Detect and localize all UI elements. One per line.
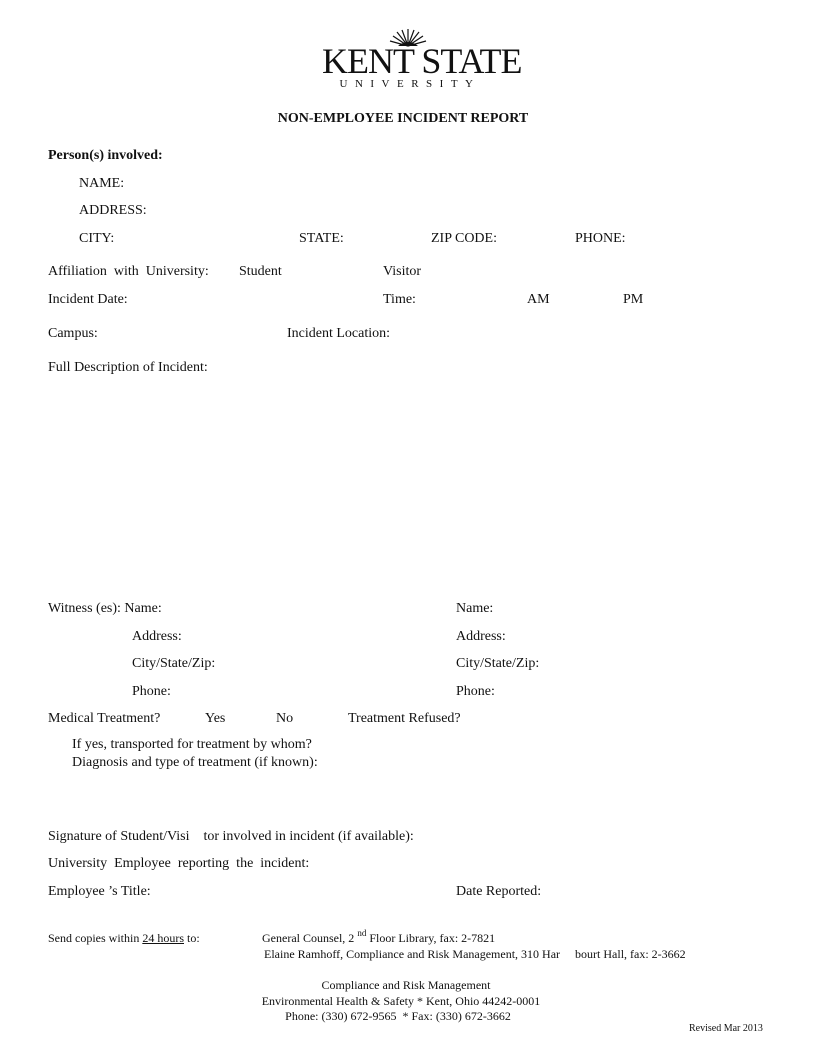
send-copies-suffix: to:	[184, 931, 200, 945]
affiliation-visitor: Visitor	[383, 264, 422, 279]
witness-address-label: Address:	[132, 629, 182, 644]
medical-no: No	[276, 711, 294, 726]
recipient-1-part-b: Floor Library, fax: 2-7821	[366, 931, 496, 945]
form-title: NON-EMPLOYEE INCIDENT REPORT	[277, 111, 529, 126]
footer-department: Compliance and Risk Management	[321, 978, 491, 992]
logo-subtitle: UNIVERSITY	[339, 78, 481, 90]
am-label: AM	[527, 292, 550, 307]
city-label: CITY:	[79, 231, 115, 246]
witness-city-label: City/State/Zip:	[132, 656, 216, 671]
date-reported-label: Date Reported:	[456, 884, 542, 899]
signature-student-label: Signature of Student/Visi tor involved in incident (if available):	[48, 829, 414, 844]
incident-date-label: Incident Date:	[48, 292, 128, 307]
witness-phone-label: Phone:	[132, 684, 171, 699]
campus-label: Campus:	[48, 326, 98, 341]
employee-reporting-label: University Employee reporting the incident:	[48, 856, 310, 871]
witness2-address-label: Address:	[456, 629, 506, 644]
zip-label: ZIP CODE:	[431, 231, 497, 246]
incident-location-label: Incident Location:	[287, 326, 391, 341]
witness2-name-label: Name:	[456, 601, 494, 616]
witness-name-label: Witness (es): Name:	[48, 601, 162, 616]
transported-label: If yes, transported for treatment by whom?	[72, 737, 312, 752]
recipient-general-counsel	[262, 928, 496, 945]
recipient-1-part-a: General Counsel, 2	[262, 931, 358, 945]
send-copies-prefix: Send copies within	[48, 931, 143, 945]
kent-state-logo	[322, 28, 522, 94]
footer-address: Environmental Health & Safety * Kent, Ohio 44242-0001	[261, 994, 541, 1008]
send-copies-instruction	[48, 932, 200, 944]
persons-heading: Person(s) involved:	[48, 148, 163, 163]
medical-yes: Yes	[205, 711, 226, 726]
witness2-phone-label: Phone:	[456, 684, 495, 699]
time-label: Time:	[383, 292, 416, 307]
affiliation-label: Affiliation with University:	[48, 264, 209, 279]
employee-title-label: Employee ’s Title:	[48, 884, 151, 899]
send-copies-deadline: 24 hours	[142, 931, 184, 945]
diagnosis-label: Diagnosis and type of treatment (if known):	[72, 755, 318, 770]
revision-date: Revised Mar 2013	[689, 1023, 763, 1034]
footer-contact: Phone: (330) 672-9565 * Fax: (330) 672-3662	[285, 1009, 511, 1023]
pm-label: PM	[623, 292, 644, 307]
treatment-refused-label: Treatment Refused?	[348, 711, 461, 726]
witness2-city-label: City/State/Zip:	[456, 656, 540, 671]
state-label: STATE:	[299, 231, 344, 246]
logo-name: KENT STATE	[322, 41, 522, 81]
recipient-risk-management: Elaine Ramhoff, Compliance and Risk Management, 310 Har bourt Hall, fax: 2-3662	[264, 947, 686, 961]
phone-label: PHONE:	[575, 231, 626, 246]
description-label: Full Description of Incident:	[48, 360, 208, 375]
recipient-1-superscript: nd	[357, 928, 367, 938]
address-label: ADDRESS:	[79, 203, 147, 218]
affiliation-student: Student	[239, 264, 282, 279]
name-label: NAME:	[79, 176, 125, 191]
medical-treatment-label: Medical Treatment?	[48, 711, 161, 726]
